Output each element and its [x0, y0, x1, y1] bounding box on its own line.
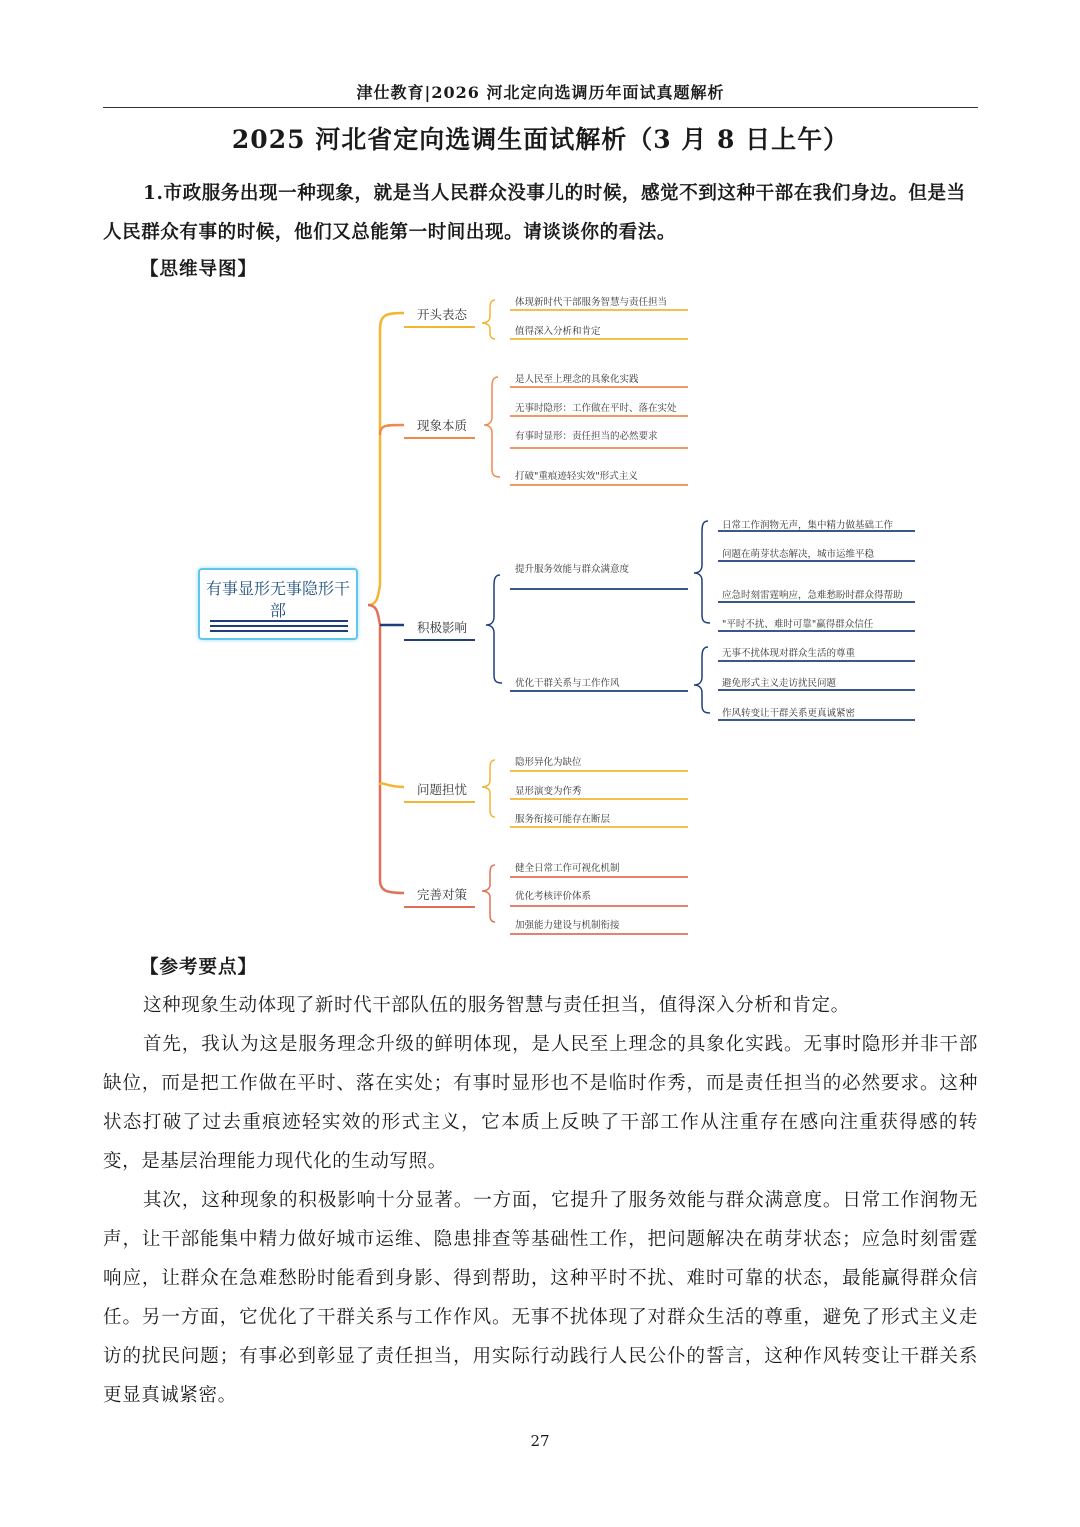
reference-heading: 【参考要点】	[140, 957, 258, 978]
mindmap-leaf: 加强能力建设与机制衔接	[515, 920, 620, 931]
root-underline	[210, 620, 348, 622]
root-underline	[210, 630, 348, 632]
page-number: 27	[530, 1432, 550, 1450]
mindmap-leaf: 优化干群关系与工作作风	[515, 678, 620, 689]
running-header: 津仕教育|2026 河北定向选调历年面试真题解析	[356, 83, 725, 102]
mindmap-leaf: 应急时刻雷霆响应，急难愁盼时群众得帮助	[722, 590, 903, 601]
mindmap-leaf: 提升服务效能与群众满意度	[515, 564, 630, 575]
page-title: 2025 河北省定向选调生面试解析（3 月 8 日上午）	[231, 125, 850, 154]
mindmap-leaf: "平时不扰、难时可靠"赢得群众信任	[722, 619, 874, 630]
paragraph: 这种现象生动体现了新时代干部队伍的服务智慧与责任担当，值得深入分析和肯定。	[143, 995, 850, 1016]
root-underline	[210, 625, 348, 627]
mindmap-root-label: 有事显形无事隐形干部	[205, 579, 350, 620]
mindmap-leaf: 有事时显形：责任担当的必然要求	[515, 431, 658, 442]
mindmap-leaf: 无事不扰体现对群众生活的尊重	[722, 648, 856, 659]
mindmap-leaf: 作风转变让干群关系更真诚紧密	[722, 708, 856, 719]
mindmap-leaf: 避免形式主义走访扰民问题	[722, 678, 837, 689]
question-text: 1.市政服务出现一种现象，就是当人民群众没事儿的时候，感觉不到这种干部在我们身边。但是当人民群众有事的时候，他们又总能第一时间出现。请谈谈你的看法。	[103, 183, 966, 243]
mindmap-leaf: 体现新时代干部服务智慧与责任担当	[515, 297, 668, 308]
mindmap-leaf: 隐形异化为缺位	[515, 757, 582, 768]
mindmap-leaf: 健全日常工作可视化机制	[515, 863, 620, 874]
mindmap-leaf: 问题在萌芽状态解决，城市运维平稳	[722, 549, 875, 560]
mindmap-leaf: 日常工作润物无声，集中精力做基础工作	[722, 520, 894, 531]
mindmap-leaf: 服务衔接可能存在断层	[515, 814, 611, 825]
mindmap-leaf: 无事时隐形：工作做在平时、落在实处	[515, 403, 677, 414]
mindmap-leaf: 打破"重痕迹轻实效"形式主义	[515, 471, 638, 482]
mindmap-leaf: 显形演变为作秀	[515, 786, 582, 797]
paragraph: 其次，这种现象的积极影响十分显著。一方面，它提升了服务效能与群众满意度。日常工作润物无声，让干部能集中精力做好城市运维、隐患排查等基础性工作，把问题解决在萌芽状态；应急时刻雷霆响应，让群众在急难愁盼时能看到身影、得到帮助，这种平时不扰、难时可靠的状态，最能赢得群众信任。另一方面，它优化了干群关系与工作作风。无事不扰体现了对群众生活的尊重，避免了形式主义走访的扰民问题；有事必到彰显了责任担当，用实际行动践行人民公仆的誓言，这种作风转变让干群关系更显真诚紧密。	[103, 1190, 978, 1406]
mindmap-branch-label: 现象本质	[417, 418, 468, 433]
header-divider	[103, 107, 978, 108]
paragraph: 首先，我认为这是服务理念升级的鲜明体现，是人民至上理念的具象化实践。无事时隐形并非干部缺位，而是把工作做在平时、落在实处；有事时显形也不是临时作秀，而是责任担当的必然要求。这种状态打破了过去重痕迹轻实效的形式主义，它本质上反映了干部工作从注重存在感向注重获得感的转变，是基层治理能力现代化的生动写照。	[103, 1034, 978, 1172]
mindmap-leaf: 优化考核评价体系	[515, 891, 592, 902]
mindmap-root-node	[198, 568, 358, 640]
mindmap-figure	[190, 285, 930, 950]
mindmap-branch-label: 问题担忧	[417, 782, 468, 797]
mindmap-leaf: 是人民至上理念的具象化实践	[515, 374, 639, 385]
mindmap-leaf: 值得深入分析和肯定	[515, 326, 601, 337]
mindmap-heading: 【思维导图】	[140, 259, 258, 280]
mindmap-branch-label: 积极影响	[417, 620, 468, 635]
mindmap-branch-label: 完善对策	[417, 887, 468, 902]
mindmap-branch-label: 开头表态	[417, 307, 468, 322]
